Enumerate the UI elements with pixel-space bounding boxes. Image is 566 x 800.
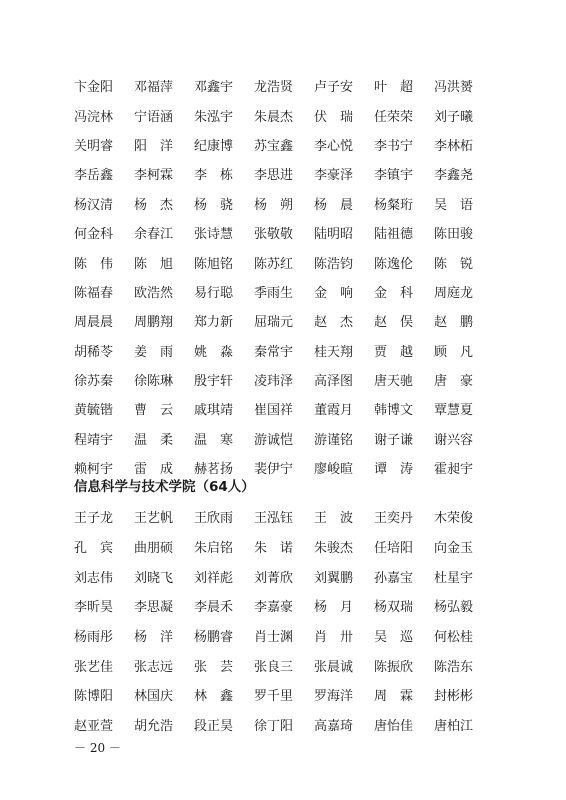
person-name: 杨 骁 xyxy=(194,197,234,213)
name-list-continued xyxy=(74,73,494,484)
name-row xyxy=(74,712,494,742)
person-name: 何金科 xyxy=(74,227,114,243)
person-name: 朱 诺 xyxy=(254,541,294,557)
person-name: 王 波 xyxy=(314,511,354,527)
person-name: 崔国祥 xyxy=(254,403,294,419)
person-name: 罗海洋 xyxy=(314,689,354,705)
person-name: 陈苏红 xyxy=(254,256,294,272)
person-name: 杨 月 xyxy=(314,600,354,616)
person-name: 赵 鹏 xyxy=(434,315,474,331)
person-name: 金 科 xyxy=(374,285,414,301)
name-row xyxy=(74,132,494,161)
person-name: 杨 洋 xyxy=(134,630,174,646)
name-row xyxy=(74,279,494,308)
person-name: 何松桂 xyxy=(434,630,474,646)
person-name: 李岳鑫 xyxy=(74,168,114,184)
person-name: 姜 雨 xyxy=(134,344,174,360)
person-name: 李思凝 xyxy=(134,600,174,616)
person-name: 秦常宇 xyxy=(254,344,294,360)
person-name: 林国庆 xyxy=(134,689,174,705)
person-name: 朱泓宇 xyxy=(194,109,234,125)
person-name: 封彬彬 xyxy=(434,689,474,705)
person-name: 张艺佳 xyxy=(74,659,114,675)
person-name: 季雨生 xyxy=(254,285,294,301)
person-name: 朱晨杰 xyxy=(254,109,294,125)
person-name: 赵 俣 xyxy=(374,315,414,331)
person-name: 孙嘉宝 xyxy=(374,570,414,586)
person-name: 伏 瑞 xyxy=(314,109,354,125)
person-name: 周鹏翔 xyxy=(134,315,174,331)
person-name: 陈 伟 xyxy=(74,256,114,272)
person-name: 陆明昭 xyxy=(314,227,354,243)
person-name: 覃慧夏 xyxy=(434,403,474,419)
person-name: 易行聪 xyxy=(194,285,234,301)
name-row xyxy=(74,220,494,249)
person-name: 木荣俊 xyxy=(434,511,474,527)
person-name: 赵亚萱 xyxy=(74,719,114,735)
name-row xyxy=(74,563,494,593)
person-name: 欧浩然 xyxy=(134,285,174,301)
person-name: 李书宁 xyxy=(374,138,414,154)
person-name: 游谨铭 xyxy=(314,432,354,448)
person-name: 肖 卅 xyxy=(314,630,354,646)
person-name: 徐陈琳 xyxy=(134,374,174,390)
name-row xyxy=(74,534,494,564)
person-name: 任培阳 xyxy=(374,541,414,557)
person-name: 王欣雨 xyxy=(194,511,234,527)
person-name: 贾 越 xyxy=(374,344,414,360)
person-name: 陈旭铭 xyxy=(194,256,234,272)
name-row xyxy=(74,593,494,623)
person-name: 卞金阳 xyxy=(74,80,114,96)
person-name: 刘祥彪 xyxy=(194,570,234,586)
name-row xyxy=(74,504,494,534)
person-name: 刘晓飞 xyxy=(134,570,174,586)
person-name: 唐 豪 xyxy=(434,374,474,390)
person-name: 温 寒 xyxy=(194,432,234,448)
person-name: 李林柘 xyxy=(434,138,474,154)
person-name: 赫茗扬 xyxy=(194,462,234,478)
person-name: 曹 云 xyxy=(134,403,174,419)
person-name: 曲朋硕 xyxy=(134,541,174,557)
person-name: 向金玉 xyxy=(434,541,474,557)
person-name: 宁语涵 xyxy=(134,109,174,125)
person-name: 陈田骏 xyxy=(434,227,474,243)
person-name: 陈逸伦 xyxy=(374,256,414,272)
name-row xyxy=(74,623,494,653)
person-name: 叶 超 xyxy=(374,80,414,96)
person-name: 董霞月 xyxy=(314,403,354,419)
person-name: 胡允浩 xyxy=(134,719,174,735)
person-name: 李心悦 xyxy=(314,138,354,154)
person-name: 高嘉琦 xyxy=(314,719,354,735)
name-row xyxy=(74,161,494,190)
person-name: 谭 涛 xyxy=(374,462,414,478)
person-name: 周庭龙 xyxy=(434,285,474,301)
person-name: 胡稀苓 xyxy=(74,344,114,360)
person-name: 唐柏江 xyxy=(434,719,474,735)
person-name: 冯洪赟 xyxy=(434,80,474,96)
person-name: 朱启铭 xyxy=(194,541,234,557)
person-name: 张志远 xyxy=(134,659,174,675)
person-name: 韩博文 xyxy=(374,403,414,419)
person-name: 杨双瑞 xyxy=(374,600,414,616)
person-name: 王泓钰 xyxy=(254,511,294,527)
person-name: 陈 旭 xyxy=(134,256,174,272)
person-name: 段正昊 xyxy=(194,719,234,735)
person-name: 林 鑫 xyxy=(194,689,234,705)
person-name: 廖峻暄 xyxy=(314,462,354,478)
person-name: 金 响 xyxy=(314,285,354,301)
page-number: － 20 － xyxy=(74,741,121,755)
person-name: 陈福春 xyxy=(74,285,114,301)
person-name: 李柯霖 xyxy=(134,168,174,184)
person-name: 任荣荣 xyxy=(374,109,414,125)
person-name: 游诚恺 xyxy=(254,432,294,448)
person-name: 殷宇轩 xyxy=(194,374,234,390)
person-name: 陈振欣 xyxy=(374,659,414,675)
person-name: 杨 晨 xyxy=(314,197,354,213)
person-name: 陈博阳 xyxy=(74,689,114,705)
person-name: 杨粲珩 xyxy=(374,197,414,213)
person-name: 李昕昊 xyxy=(74,600,114,616)
person-name: 谢兴容 xyxy=(434,432,474,448)
person-name: 桂天翔 xyxy=(314,344,354,360)
person-name: 赵 杰 xyxy=(314,315,354,331)
person-name: 李豪泽 xyxy=(314,168,354,184)
person-name: 龙浩贤 xyxy=(254,80,294,96)
person-name: 姚 淼 xyxy=(194,344,234,360)
person-name: 张 芸 xyxy=(194,659,234,675)
name-row xyxy=(74,308,494,337)
person-name: 邓福萍 xyxy=(134,80,174,96)
section-title: 信息科学与技术学院（64人） xyxy=(74,479,255,495)
person-name: 李晨禾 xyxy=(194,600,234,616)
person-name: 李思进 xyxy=(254,168,294,184)
name-row xyxy=(74,426,494,455)
person-name: 杨 杰 xyxy=(134,197,174,213)
person-name: 雷 成 xyxy=(134,462,174,478)
person-name: 杨 朔 xyxy=(254,197,294,213)
person-name: 刘子曦 xyxy=(434,109,474,125)
name-row xyxy=(74,73,494,102)
person-name: 刘翼鹏 xyxy=(314,570,354,586)
person-name: 张诗慧 xyxy=(194,227,234,243)
person-name: 肖士渊 xyxy=(254,630,294,646)
person-name: 霍昶宇 xyxy=(434,462,474,478)
person-name: 郑力新 xyxy=(194,315,234,331)
name-row xyxy=(74,191,494,220)
person-name: 王奕丹 xyxy=(374,511,414,527)
person-name: 纪康博 xyxy=(194,138,234,154)
name-row xyxy=(74,682,494,712)
person-name: 张良三 xyxy=(254,659,294,675)
name-row xyxy=(74,338,494,367)
person-name: 戚琪靖 xyxy=(194,403,234,419)
person-name: 杜星宇 xyxy=(434,570,474,586)
person-name: 陆祖德 xyxy=(374,227,414,243)
name-row xyxy=(74,249,494,278)
person-name: 杨雨彤 xyxy=(74,630,114,646)
person-name: 温 柔 xyxy=(134,432,174,448)
person-name: 凌玮泽 xyxy=(254,374,294,390)
person-name: 谢子谦 xyxy=(374,432,414,448)
person-name: 阳 洋 xyxy=(134,138,174,154)
person-name: 孔 宾 xyxy=(74,541,114,557)
person-name: 邓鑫宇 xyxy=(194,80,234,96)
person-name: 李 栋 xyxy=(194,168,234,184)
person-name: 杨汉清 xyxy=(74,197,114,213)
person-name: 王艺帆 xyxy=(134,511,174,527)
person-name: 刘菁欣 xyxy=(254,570,294,586)
person-name: 罗千里 xyxy=(254,689,294,705)
person-name: 赖柯宇 xyxy=(74,462,114,478)
name-row xyxy=(74,367,494,396)
name-row xyxy=(74,102,494,131)
person-name: 陈浩东 xyxy=(434,659,474,675)
person-name: 张敬敬 xyxy=(254,227,294,243)
person-name: 冯浣林 xyxy=(74,109,114,125)
person-name: 陈浩钧 xyxy=(314,256,354,272)
person-name: 高泽图 xyxy=(314,374,354,390)
name-list-information-science xyxy=(74,504,494,742)
name-row xyxy=(74,652,494,682)
person-name: 李嘉豪 xyxy=(254,600,294,616)
person-name: 徐丁阳 xyxy=(254,719,294,735)
person-name: 杨鹏睿 xyxy=(194,630,234,646)
person-name: 程靖宇 xyxy=(74,432,114,448)
person-name: 卢子安 xyxy=(314,80,354,96)
person-name: 周 霖 xyxy=(374,689,414,705)
person-name: 屈瑞元 xyxy=(254,315,294,331)
person-name: 吴 巡 xyxy=(374,630,414,646)
person-name: 顾 凡 xyxy=(434,344,474,360)
person-name: 杨弘毅 xyxy=(434,600,474,616)
person-name: 苏宝鑫 xyxy=(254,138,294,154)
person-name: 周晨晨 xyxy=(74,315,114,331)
person-name: 裴伊宁 xyxy=(254,462,294,478)
person-name: 张晨诚 xyxy=(314,659,354,675)
name-row xyxy=(74,396,494,425)
person-name: 余春江 xyxy=(134,227,174,243)
person-name: 关明睿 xyxy=(74,138,114,154)
person-name: 吴 语 xyxy=(434,197,474,213)
person-name: 刘志伟 xyxy=(74,570,114,586)
person-name: 唐天驰 xyxy=(374,374,414,390)
person-name: 陈 锐 xyxy=(434,256,474,272)
person-name: 王子龙 xyxy=(74,511,114,527)
person-name: 李鑫尧 xyxy=(434,168,474,184)
person-name: 朱骏杰 xyxy=(314,541,354,557)
person-name: 唐怡佳 xyxy=(374,719,414,735)
person-name: 徐苏秦 xyxy=(74,374,114,390)
person-name: 黄毓锴 xyxy=(74,403,114,419)
person-name: 李镇宇 xyxy=(374,168,414,184)
